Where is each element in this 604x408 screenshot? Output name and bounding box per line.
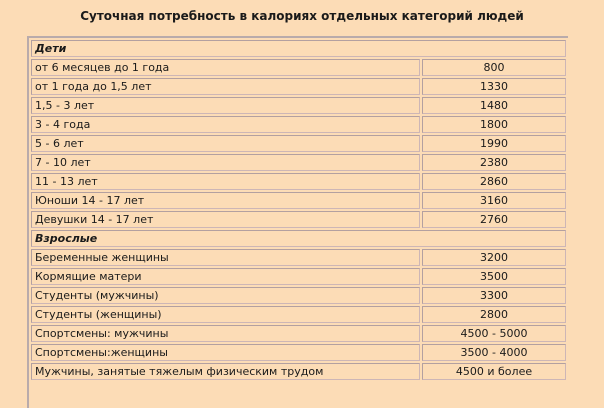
- row-value: 2800: [422, 306, 566, 323]
- table-row: [31, 211, 566, 228]
- row-label: 1,5 - 3 лет: [31, 97, 420, 114]
- table-row: [31, 97, 566, 114]
- table-row: [31, 325, 566, 342]
- table-row: [31, 192, 566, 209]
- section-header-row: [31, 230, 566, 247]
- row-value: 2380: [422, 154, 566, 171]
- row-label: 5 - 6 лет: [31, 135, 420, 152]
- table-row: [31, 306, 566, 323]
- row-label: 7 - 10 лет: [31, 154, 420, 171]
- table-row: [31, 344, 566, 361]
- row-label: Студенты (женщины): [31, 306, 420, 323]
- row-value: 1480: [422, 97, 566, 114]
- row-value: 1800: [422, 116, 566, 133]
- row-label: Юноши 14 - 17 лет: [31, 192, 420, 209]
- table-row: [31, 135, 566, 152]
- row-label: Спортсмены:женщины: [31, 344, 420, 361]
- row-label: Мужчины, занятые тяжелым физическим трудом: [31, 363, 420, 380]
- table-row: [31, 154, 566, 171]
- row-value: 1990: [422, 135, 566, 152]
- row-value: 3160: [422, 192, 566, 209]
- row-value: 4500 и более: [422, 363, 566, 380]
- row-label: от 6 месяцев до 1 года: [31, 59, 420, 76]
- row-value: 3500: [422, 268, 566, 285]
- table-row: [31, 363, 566, 380]
- row-label: 3 - 4 года: [31, 116, 420, 133]
- table-row: [31, 287, 566, 304]
- calorie-table: [29, 38, 568, 382]
- section-header-row: [31, 40, 566, 57]
- row-value: 3500 - 4000: [422, 344, 566, 361]
- table-row: [31, 116, 566, 133]
- row-value: 1330: [422, 78, 566, 95]
- row-label: от 1 года до 1,5 лет: [31, 78, 420, 95]
- table-row: [31, 173, 566, 190]
- table-row: [31, 249, 566, 266]
- section-heading-adults: Взрослые: [31, 230, 566, 247]
- row-value: 3200: [422, 249, 566, 266]
- row-label: Спортсмены: мужчины: [31, 325, 420, 342]
- table-row: [31, 59, 566, 76]
- table-row: [31, 78, 566, 95]
- row-label: 11 - 13 лет: [31, 173, 420, 190]
- row-value: 800: [422, 59, 566, 76]
- row-value: 2760: [422, 211, 566, 228]
- row-value: 3300: [422, 287, 566, 304]
- row-value: 2860: [422, 173, 566, 190]
- page-title: Суточная потребность в калориях отдельных категорий людей: [80, 9, 524, 23]
- row-label: Кормящие матери: [31, 268, 420, 285]
- calorie-table-container: [27, 36, 568, 408]
- row-label: Студенты (мужчины): [31, 287, 420, 304]
- section-heading-children: Дети: [31, 40, 566, 57]
- row-label: Девушки 14 - 17 лет: [31, 211, 420, 228]
- row-label: Беременные женщины: [31, 249, 420, 266]
- table-row: [31, 268, 566, 285]
- row-value: 4500 - 5000: [422, 325, 566, 342]
